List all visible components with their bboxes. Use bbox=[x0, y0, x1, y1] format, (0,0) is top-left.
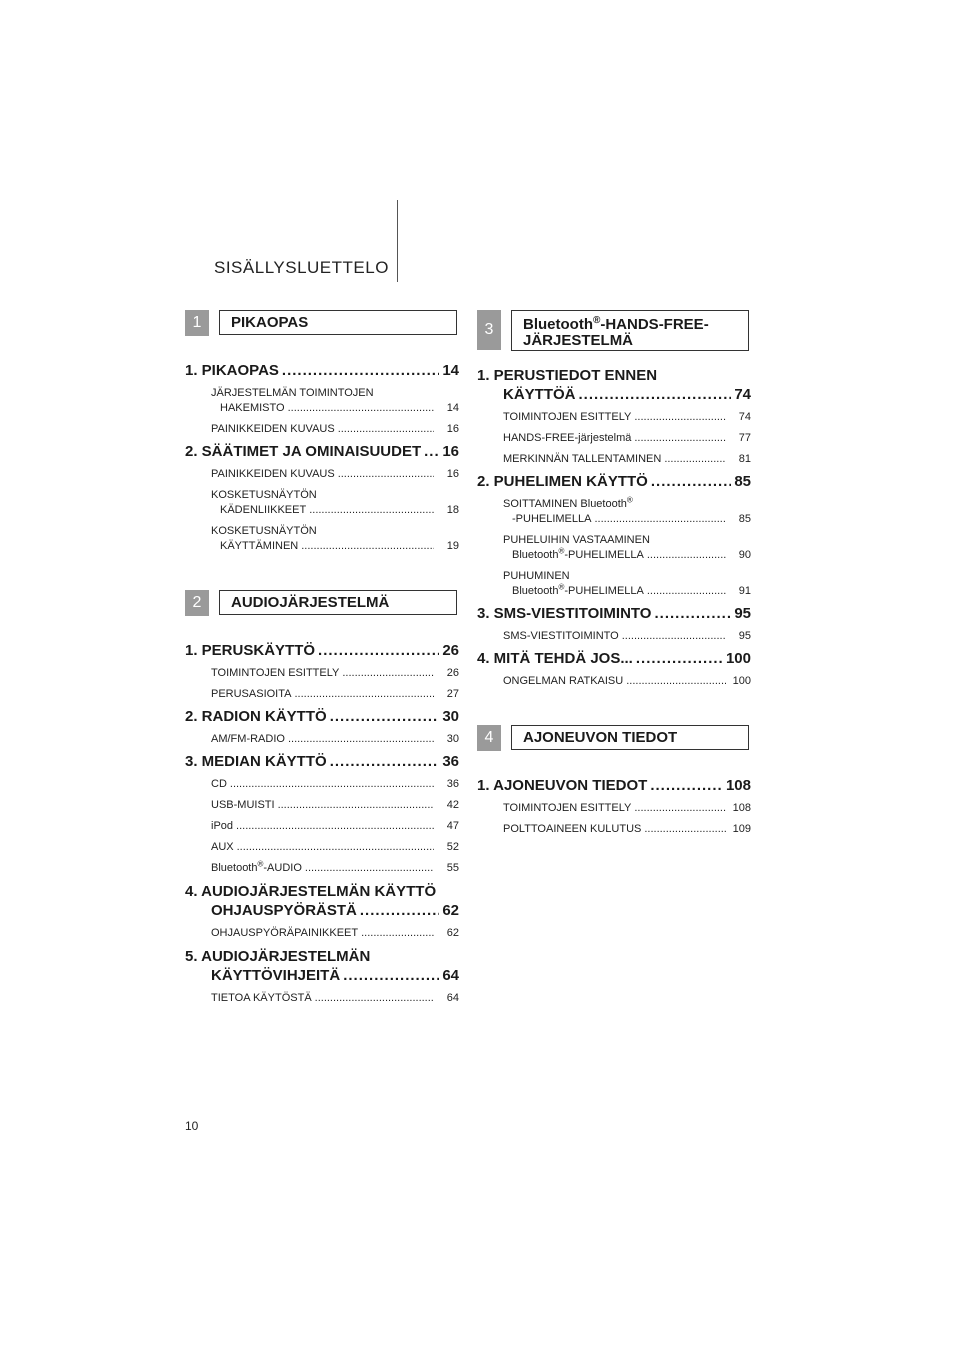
toc-entry-polttoaineen-kulutus[interactable]: POLTTOAINEEN KULUTUS ..... 109 bbox=[503, 822, 751, 837]
section-2-number: 2 bbox=[185, 590, 209, 616]
toc-chapter-pikaopas[interactable]: 1. PIKAOPAS ..... 14 bbox=[185, 362, 459, 380]
toc-entry-merkinnan-tallentaminen[interactable]: MERKINNÄN TALLENTAMINEN ..... 81 bbox=[503, 452, 751, 467]
section-2-header bbox=[185, 590, 459, 642]
page-number: 10 bbox=[185, 1119, 199, 1133]
section-1-title: PIKAOPAS bbox=[219, 310, 457, 335]
toc-chapter-ajoneuvon-tiedot[interactable]: 1. AJONEUVON TIEDOT ..... 108 bbox=[477, 777, 751, 795]
toc-entry-toimintojen-esittely-4[interactable]: TOIMINTOJEN ESITTELY ..... 108 bbox=[503, 801, 751, 816]
page-title: SISÄLLYSLUETTELO bbox=[214, 258, 389, 277]
section-4-header bbox=[477, 725, 751, 777]
toc-chapter-perustiedot[interactable]: 1. PERUSTIEDOT ENNEN KÄYTTÖÄ ..... 74 bbox=[477, 366, 751, 404]
toc-entry-painikkeiden-kuvaus[interactable]: PAINIKKEIDEN KUVAUS ..... 16 bbox=[211, 422, 459, 437]
toc-entry-usb-muisti[interactable]: USB-MUISTI ..... 42 bbox=[211, 798, 459, 813]
toc-entry-ohjauspyorapainikkeet[interactable]: OHJAUSPYÖRÄPAINIKKEET ..... 62 bbox=[211, 926, 459, 941]
toc-entry-kadenliikkeet[interactable]: KOSKETUSNÄYTÖN KÄDENLIIKKEET ..... 18 bbox=[211, 488, 459, 518]
header-divider bbox=[397, 200, 398, 282]
section-3-header bbox=[477, 310, 751, 366]
toc-entry-sms-viestitoiminto[interactable]: SMS-VIESTITOIMINTO ..... 95 bbox=[503, 629, 751, 644]
toc-entry-tietoa-kaytosta[interactable]: TIETOA KÄYTÖSTÄ ..... 64 bbox=[211, 991, 459, 1006]
toc-chapter-mita-tehda-jos[interactable]: 4. MITÄ TEHDÄ JOS... ..... 100 bbox=[477, 650, 751, 668]
section-3-title: Bluetooth®-HANDS-FREE- JÄRJESTELMÄ bbox=[511, 310, 749, 351]
section-4-title: AJONEUVON TIEDOT bbox=[511, 725, 749, 750]
section-2-title: AUDIOJÄRJESTELMÄ bbox=[219, 590, 457, 615]
toc-chapter-sms-viestitoiminto[interactable]: 3. SMS-VIESTITOIMINTO ..... 95 bbox=[477, 605, 751, 623]
toc-entry-hakemisto[interactable]: JÄRJESTELMÄN TOIMINTOJEN HAKEMISTO ..... 14 bbox=[211, 386, 459, 416]
toc-entry-hands-free[interactable]: HANDS-FREE-järjestelmä ..... 77 bbox=[503, 431, 751, 446]
toc-entry-ongelman-ratkaisu[interactable]: ONGELMAN RATKAISU ..... 100 bbox=[503, 674, 751, 689]
section-1-number: 1 bbox=[185, 310, 209, 336]
toc-chapter-saatimet[interactable]: 2. SÄÄTIMET JA OMINAISUUDET ..... 16 bbox=[185, 443, 459, 461]
toc-chapter-ohjauspyorasta[interactable]: 4. AUDIOJÄRJESTELMÄN KÄYTTÖ OHJAUSPYÖRÄSTÄ ..... 62 bbox=[185, 882, 459, 920]
toc-entry-toimintojen-esittely-3[interactable]: TOIMINTOJEN ESITTELY ..... 74 bbox=[503, 410, 751, 425]
toc-entry-puheluihin-vastaaminen[interactable]: PUHELUIHIN VASTAAMINEN Bluetooth®-PUHELIMELLA ..... 90 bbox=[503, 533, 751, 563]
toc-entry-aux[interactable]: AUX ..... 52 bbox=[211, 840, 459, 855]
toc-chapter-radion-kaytto[interactable]: 2. RADION KÄYTTÖ ..... 30 bbox=[185, 708, 459, 726]
toc-column-left bbox=[185, 310, 459, 1012]
toc-entry-am-fm-radio[interactable]: AM/FM-RADIO ..... 30 bbox=[211, 732, 459, 747]
section-3-number: 3 bbox=[477, 310, 501, 350]
toc-entry-toimintojen-esittely[interactable]: TOIMINTOJEN ESITTELY ..... 26 bbox=[211, 666, 459, 681]
toc-entry-ipod[interactable]: iPod ..... 47 bbox=[211, 819, 459, 834]
toc-entry-perusasioita[interactable]: PERUSASIOITA ..... 27 bbox=[211, 687, 459, 702]
toc-entry-painikkeiden-kuvaus-2[interactable]: PAINIKKEIDEN KUVAUS ..... 16 bbox=[211, 467, 459, 482]
section-1-header bbox=[185, 310, 459, 362]
toc-entry-cd[interactable]: CD ..... 36 bbox=[211, 777, 459, 792]
toc-entry-puhuminen[interactable]: PUHUMINEN Bluetooth®-PUHELIMELLA ..... 91 bbox=[503, 569, 751, 599]
section-4-number: 4 bbox=[477, 725, 501, 751]
toc-entry-bluetooth-audio[interactable]: Bluetooth®-AUDIO ..... 55 bbox=[211, 861, 459, 876]
toc-column-right bbox=[477, 310, 751, 843]
toc-chapter-kayttovihjeita[interactable]: 5. AUDIOJÄRJESTELMÄN KÄYTTÖVIHJEITÄ ..... 64 bbox=[185, 947, 459, 985]
toc-chapter-median-kaytto[interactable]: 3. MEDIAN KÄYTTÖ ..... 36 bbox=[185, 753, 459, 771]
toc-chapter-peruskaytto[interactable]: 1. PERUSKÄYTTÖ ..... 26 bbox=[185, 642, 459, 660]
toc-entry-soittaminen[interactable]: SOITTAMINEN Bluetooth® -PUHELIMELLA ..... 85 bbox=[503, 497, 751, 527]
toc-entry-kayttaminen[interactable]: KOSKETUSNÄYTÖN KÄYTTÄMINEN ..... 19 bbox=[211, 524, 459, 554]
toc-chapter-puhelimen-kaytto[interactable]: 2. PUHELIMEN KÄYTTÖ ..... 85 bbox=[477, 473, 751, 491]
